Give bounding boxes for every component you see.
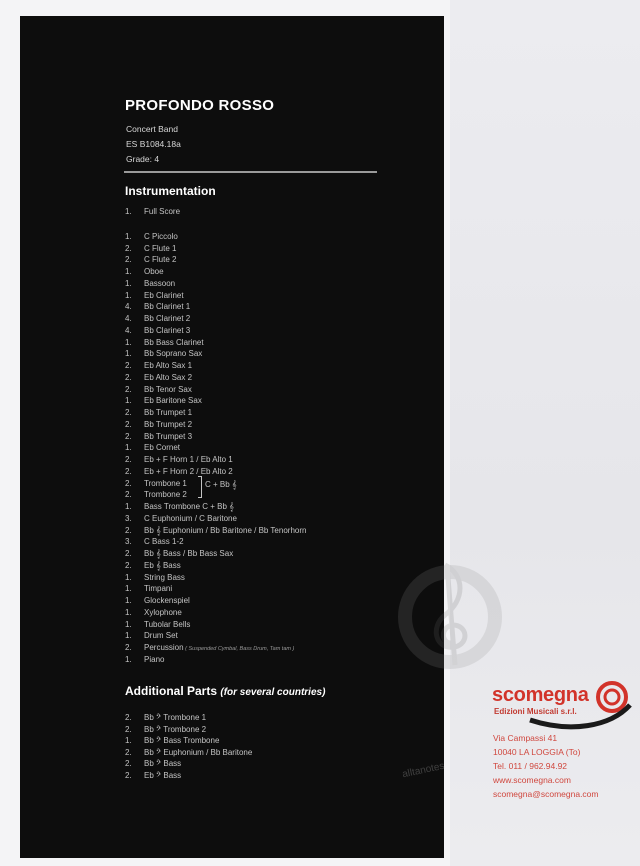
part-count: 4. xyxy=(125,314,132,323)
part-count: 1. xyxy=(125,572,132,582)
instrumentation-heading: Instrumentation xyxy=(125,184,216,198)
part-name: C Euphonium / C Baritone xyxy=(144,513,237,523)
trombone-brace-label: C + Bb 𝄞 xyxy=(205,480,237,489)
part-count: 2. xyxy=(125,431,132,441)
part-count: 1. xyxy=(125,337,132,347)
part-name: Oboe xyxy=(144,267,164,276)
additional-parts-title: Additional Parts xyxy=(125,684,218,698)
part-count: 1. xyxy=(125,267,132,276)
part-name: Eb 𝄞 Bass xyxy=(144,560,181,570)
part-name: Full Score xyxy=(144,207,181,216)
part-count: 1. xyxy=(125,607,132,617)
part-count: 2. xyxy=(125,243,132,253)
part-count: 1. xyxy=(125,736,132,746)
part-name: Bb Trumpet 2 xyxy=(144,419,193,429)
part-name: Eb 𝄢 Bass xyxy=(144,771,182,780)
part-count: 2. xyxy=(125,525,132,535)
part-name: Eb Cornet xyxy=(144,443,181,453)
part-count: 2. xyxy=(125,478,132,488)
part-name: C Flute 1 xyxy=(144,243,177,253)
part-count: 2. xyxy=(125,384,132,394)
part-name: C Flute 2 xyxy=(144,255,177,265)
part-name: Trombone 2 xyxy=(144,490,187,500)
part-name: Bb 𝄢 Trombone 1 xyxy=(144,713,207,722)
part-name: C Bass 1-2 xyxy=(144,537,184,547)
part-count: 2. xyxy=(125,747,132,757)
part-count: 1. xyxy=(125,290,132,300)
part-name: Bb Clarinet 3 xyxy=(144,325,191,335)
part-name: Timpani xyxy=(144,584,173,594)
part-count: 2. xyxy=(125,361,132,370)
part-name: Bb Soprano Sax xyxy=(144,349,203,359)
part-count: 2. xyxy=(125,419,132,429)
part-count: 1. xyxy=(125,278,132,288)
part-name: Bb Clarinet 2 xyxy=(144,314,191,323)
publisher-address-city: 10040 LA LOGGIA (To) xyxy=(493,747,581,757)
header-divider xyxy=(124,171,377,173)
part-count: 2. xyxy=(125,643,132,652)
publisher-email[interactable]: scomegna@scomegna.com xyxy=(493,789,599,799)
part-name: Bb Tenor Sax xyxy=(144,384,192,394)
part-count: 2. xyxy=(125,466,132,476)
cover-panel xyxy=(20,16,444,858)
part-name: C Piccolo xyxy=(144,231,178,241)
part-name: Bb Trumpet 3 xyxy=(144,431,193,441)
part-name: Bb 𝄢 Trombone 2 xyxy=(144,724,207,734)
part-count: 1. xyxy=(125,654,132,664)
part-count: 1. xyxy=(125,584,132,594)
publisher-website[interactable]: www.scomegna.com xyxy=(493,775,571,785)
part-count: 3. xyxy=(125,537,132,547)
part-count: 2. xyxy=(125,759,132,769)
publisher-phone: Tel. 011 / 962.94.92 xyxy=(493,761,568,771)
part-count: 2. xyxy=(125,372,132,382)
publisher-subtitle: Edizioni Musicali s.r.l. xyxy=(494,707,577,716)
part-note: ( Suspended Cymbal, Bass Drum, Tam tam ) xyxy=(183,646,295,652)
part-count: 1. xyxy=(125,231,132,241)
part-name: Bass Trombone C + Bb 𝄞 xyxy=(144,502,234,511)
part-count: 1. xyxy=(125,349,132,359)
grade-label: Grade: 4 xyxy=(126,154,160,164)
part-name: Glockenspiel xyxy=(144,596,190,605)
treble-clef-watermark-icon xyxy=(395,555,505,675)
part-name: Eb + F Horn 2 / Eb Alto 2 xyxy=(144,466,233,476)
part-count: 1. xyxy=(125,619,132,629)
publisher-logo-text: scomegna xyxy=(492,684,589,706)
part-count: 2. xyxy=(125,713,132,722)
part-count: 1. xyxy=(125,207,132,216)
part-name: Eb + F Horn 1 / Eb Alto 1 xyxy=(144,455,233,464)
part-count: 1. xyxy=(125,596,132,605)
part-name: Piano xyxy=(144,654,165,664)
part-name: Bb Bass Clarinet xyxy=(144,337,204,347)
part-name: Tubolar Bells xyxy=(144,619,191,629)
part-name: Bb Trumpet 1 xyxy=(144,408,193,417)
part-name: Bb 𝄢 Bass Trombone xyxy=(144,736,220,746)
part-name: Percussion ( Suspended Cymbal, Bass Drum, Tam tam ) xyxy=(144,643,295,652)
part-name: Bb 𝄢 Bass xyxy=(144,759,182,769)
part-name: Eb Alto Sax 1 xyxy=(144,361,193,370)
part-count: 2. xyxy=(125,549,132,558)
part-count: 2. xyxy=(125,560,132,570)
part-name: Eb Clarinet xyxy=(144,290,184,300)
part-count: 2. xyxy=(125,255,132,265)
publisher-address-street: Via Campassi 41 xyxy=(493,733,558,743)
catalog-code: ES B1084.18a xyxy=(126,139,181,149)
part-count: 3. xyxy=(125,513,132,523)
part-count: 2. xyxy=(125,771,132,780)
part-count: 1. xyxy=(125,631,132,641)
part-name: Trombone 1 xyxy=(144,478,187,488)
part-name: String Bass xyxy=(144,572,185,582)
ensemble-label: Concert Band xyxy=(126,124,178,134)
part-name: Eb Alto Sax 2 xyxy=(144,372,193,382)
trombone-brace xyxy=(198,476,202,498)
part-count: 2. xyxy=(125,408,132,417)
part-count: 2. xyxy=(125,490,132,500)
part-name: Bb 𝄞 Bass / Bb Bass Sax xyxy=(144,549,234,558)
part-name: Eb Baritone Sax xyxy=(144,396,202,406)
part-count: 2. xyxy=(125,455,132,464)
part-name: Bassoon xyxy=(144,278,176,288)
part-count: 2. xyxy=(125,724,132,734)
part-count: 4. xyxy=(125,302,132,312)
additional-parts-heading xyxy=(125,684,325,698)
part-name: Xylophone xyxy=(144,607,182,617)
part-count: 1. xyxy=(125,443,132,453)
part-count: 1. xyxy=(125,502,132,511)
part-name: Drum Set xyxy=(144,631,178,641)
score-title: PROFONDO ROSSO xyxy=(125,97,275,114)
part-count: 1. xyxy=(125,396,132,406)
part-name: Bb 𝄢 Euphonium / Bb Baritone xyxy=(144,747,253,757)
watermark-text: alltanotes xyxy=(401,760,446,781)
part-name: Bb Clarinet 1 xyxy=(144,302,191,312)
additional-parts-subtitle: (for several countries) xyxy=(220,687,326,698)
part-count: 4. xyxy=(125,325,132,335)
part-name: Bb 𝄞 Euphonium / Bb Baritone / Bb Tenorhorn xyxy=(144,525,307,535)
